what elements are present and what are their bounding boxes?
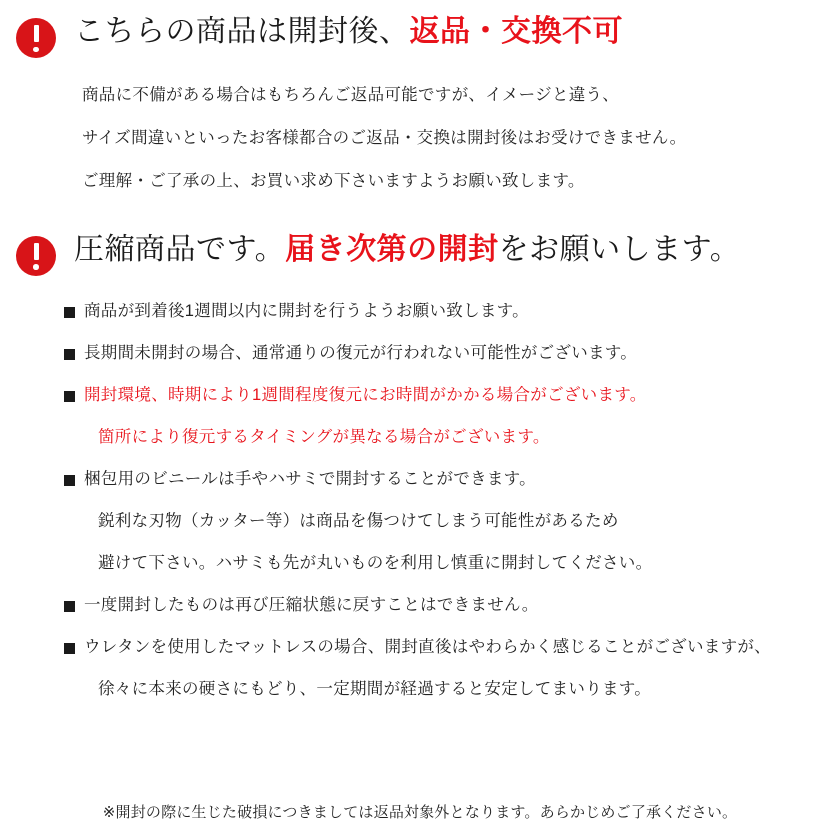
square-bullet-icon [64,349,75,360]
list-item-subline: 避けて下さい。ハサミも先が丸いものを利用し慎重に開封してください。 [98,554,653,573]
section-2-heading-part-2: 届き次第の開封 [285,232,499,266]
list-item-subline: 徐々に本来の硬さにもどり、一定期間が経過すると安定してまいります。 [98,680,652,699]
section-1-paragraph-line: 商品に不備がある場合はもちろんご返品可能ですが、イメージと違う、 [82,86,620,104]
square-bullet-icon [64,643,75,654]
section-1-heading-part-1: こちらの商品は開封後、 [74,15,410,48]
list-item [64,290,824,332]
section-2-heading [16,232,824,276]
section-1-heading-part-2: 返品・交換不可 [409,15,623,48]
square-bullet-icon [64,391,75,402]
exclamation-circle-icon [16,18,56,58]
list-item-subline: 鋭利な刃物（カッター等）は商品を傷つけてしまう可能性があるため [98,511,619,530]
section-1-heading-text [74,14,623,51]
list-item-label: 一度開封したものは再び圧縮状態に戻すことはできません。 [84,596,539,615]
list-item [64,374,824,416]
section-1-paragraphs [82,74,824,204]
list-item [64,458,824,500]
list-item-label: 開封環境、時期により1週間程度復元にお時間がかかる場合がございます。 [84,385,647,404]
section-2-heading-text [74,232,740,269]
list-item-subline: 箇所により復元するタイミングが異なる場合がございます。 [98,427,550,446]
section-1-paragraph-line: ご理解・ご了承の上、お買い求め下さいますようお願い致します。 [82,172,585,191]
section-2-bullet-list [64,290,824,711]
section-1-paragraph-line: サイズ間違いといったお客様都合のご返品・交換は開封後はお受けできません。 [82,129,687,148]
list-item-label: 長期間未開封の場合、通常通りの復元が行われない可能性がございます。 [84,343,638,362]
list-item-label: 梱包用のビニールは手やハサミで開封することができます。 [84,469,536,488]
list-item [64,626,824,668]
list-item-label: ウレタンを使用したマットレスの場合、開封直後はやわらかく感じることがございますが、 [84,638,771,657]
section-2-heading-part-3: をお願いします。 [498,232,741,266]
section-1-heading [16,14,824,58]
square-bullet-icon [64,307,75,318]
list-item [64,584,824,626]
list-item [64,332,824,374]
section-2-heading-part-1: 圧縮商品です。 [74,232,286,266]
square-bullet-icon [64,601,75,612]
square-bullet-icon [64,475,75,486]
footnote: ※開封の際に生じた破損につきましては返品対象外となります。あらかじめご了承ください。 [102,804,738,821]
list-item-label: 商品が到着後1週間以内に開封を行うようお願い致します。 [84,301,529,320]
exclamation-circle-icon [16,236,56,276]
